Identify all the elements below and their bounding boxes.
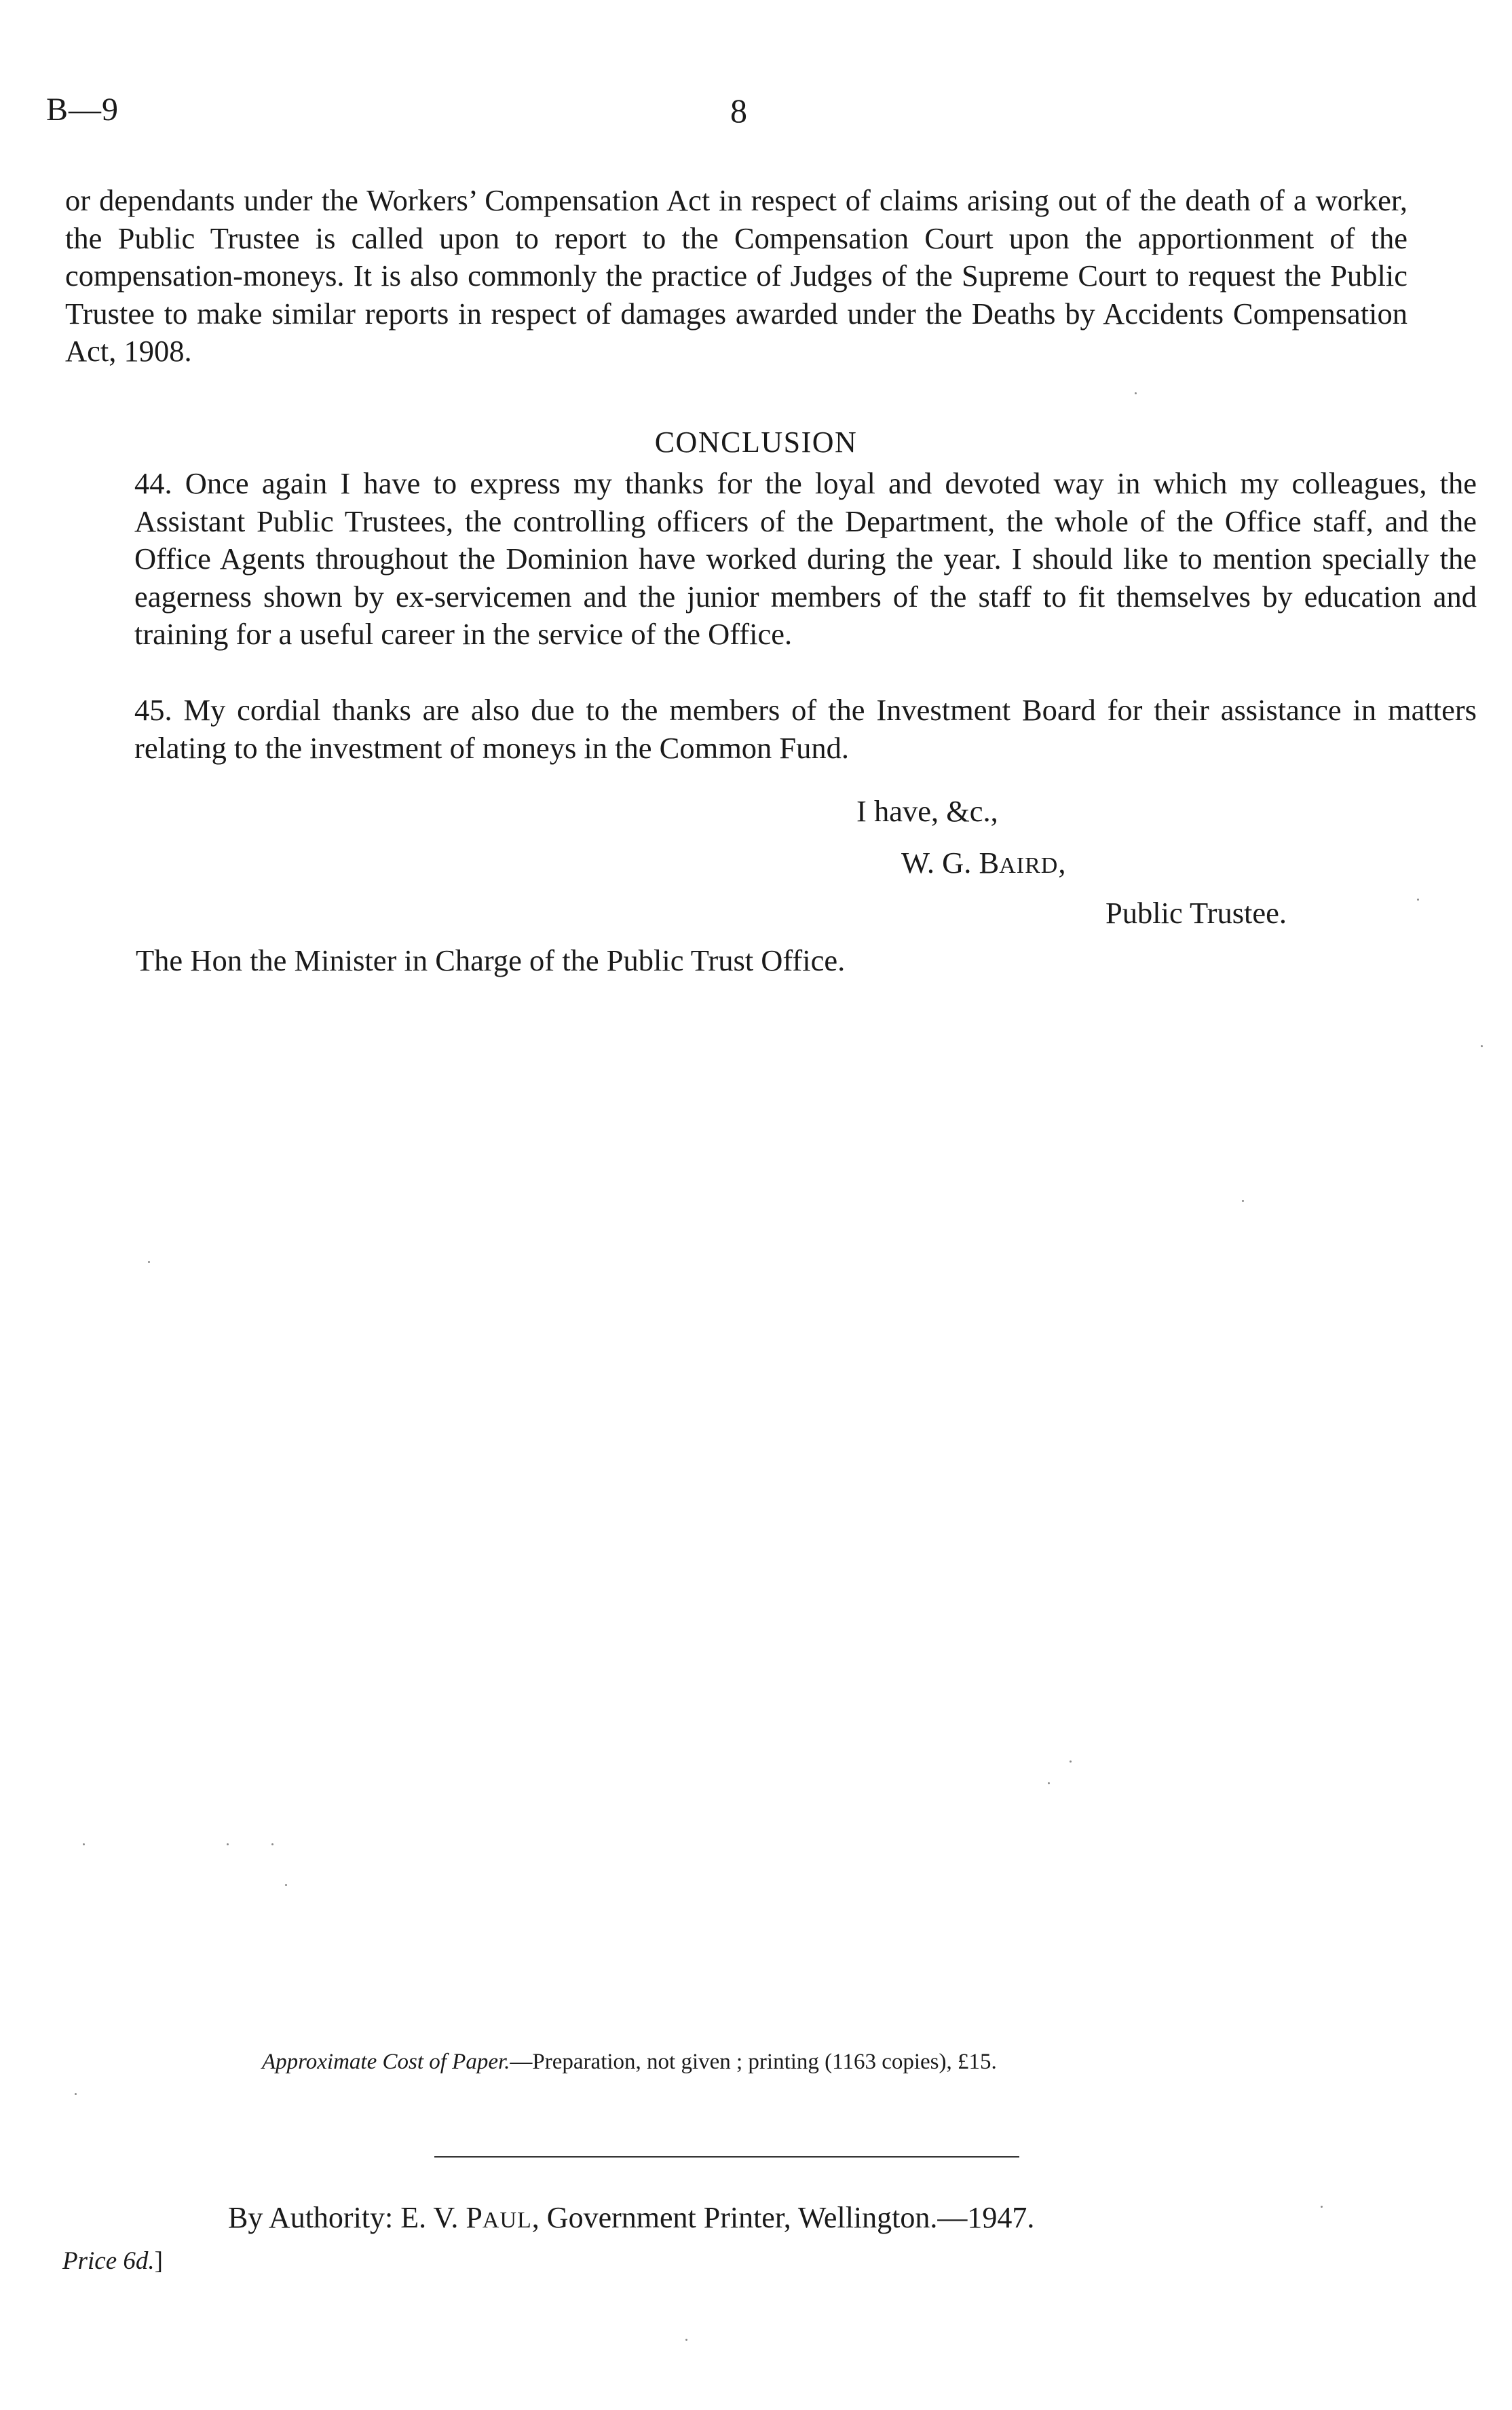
cost-label: Approximate Cost of Paper.	[262, 2050, 510, 2074]
cost-of-paper-line	[262, 2050, 997, 2075]
scan-speck	[1481, 1045, 1483, 1047]
paragraph-45: 45. My cordial thanks are also due to the members of the Investment Board for their assistance in matters relating to the investment of moneys in the Common Fund.	[134, 693, 1477, 765]
cost-text: —Preparation, not given ; printing (1163 copies), £15.	[510, 2050, 997, 2074]
scan-speck	[685, 2339, 687, 2341]
footer-divider	[434, 2156, 1019, 2158]
paragraph-44: 44. Once again I have to express my thanks for the loyal and devoted way in which my colleagues, the Assistant Public Trustees, the controlling officers of the Department, the whole of the Office staff, and the Office Agents throughout the Dominion have worked during the year. I should like to mention specially the eagerness shown by ex-servicemen and the junior members of the staff to fit themselves by education and training for a useful career in the service of the Office.	[134, 466, 1477, 652]
authority-suffix: , Government Printer, Wellington.—1947.	[531, 2201, 1035, 2234]
price-line	[62, 2246, 163, 2276]
scan-speck	[75, 2093, 77, 2095]
scan-speck	[1135, 392, 1137, 394]
scan-speck	[1321, 2206, 1323, 2208]
signature-name-suffix: ,	[1058, 846, 1066, 880]
series-number: B—9	[46, 92, 119, 128]
signature-name-initials: W. G. B	[901, 846, 1000, 880]
scan-speck	[1048, 1782, 1050, 1784]
page-number: 8	[730, 92, 747, 130]
price-bracket: ]	[154, 2247, 163, 2275]
scan-speck	[285, 1884, 287, 1886]
signature-title: Public Trustee.	[1105, 896, 1287, 930]
price-label: Price 6d.	[62, 2247, 155, 2275]
scan-speck	[83, 1843, 85, 1845]
addressee-line: The Hon the Minister in Charge of the Public Trust Office.	[136, 943, 846, 977]
signature-salutation: I have, &c.,	[856, 794, 998, 828]
paragraph-continued: or dependants under the Workers’ Compensation Act in respect of claims arising out of the death of a worker, the Public Trustee is called upon to report to the Compensation Court upon the apportionment of the compensation-moneys. It is also commonly the practice of Judges of the Supreme Court to request the Public Trustee to make similar reports in respect of damages awarded under the Deaths by Accidents Compensation Act, 1908.	[65, 183, 1407, 369]
signature-name	[901, 845, 1065, 880]
scan-speck	[271, 1843, 273, 1845]
section-heading: CONCLUSION	[654, 426, 858, 459]
scan-speck	[1417, 899, 1419, 901]
scan-speck	[1070, 1761, 1072, 1763]
printer-authority-line	[228, 2200, 1034, 2235]
scan-speck	[227, 1843, 229, 1845]
authority-prefix: By Authority: E. V. P	[228, 2201, 483, 2234]
authority-name-rest: AUL	[482, 2208, 532, 2233]
signature-name-rest: AIRD	[999, 853, 1059, 878]
scan-speck	[148, 1261, 150, 1263]
scan-speck	[1242, 1200, 1244, 1202]
